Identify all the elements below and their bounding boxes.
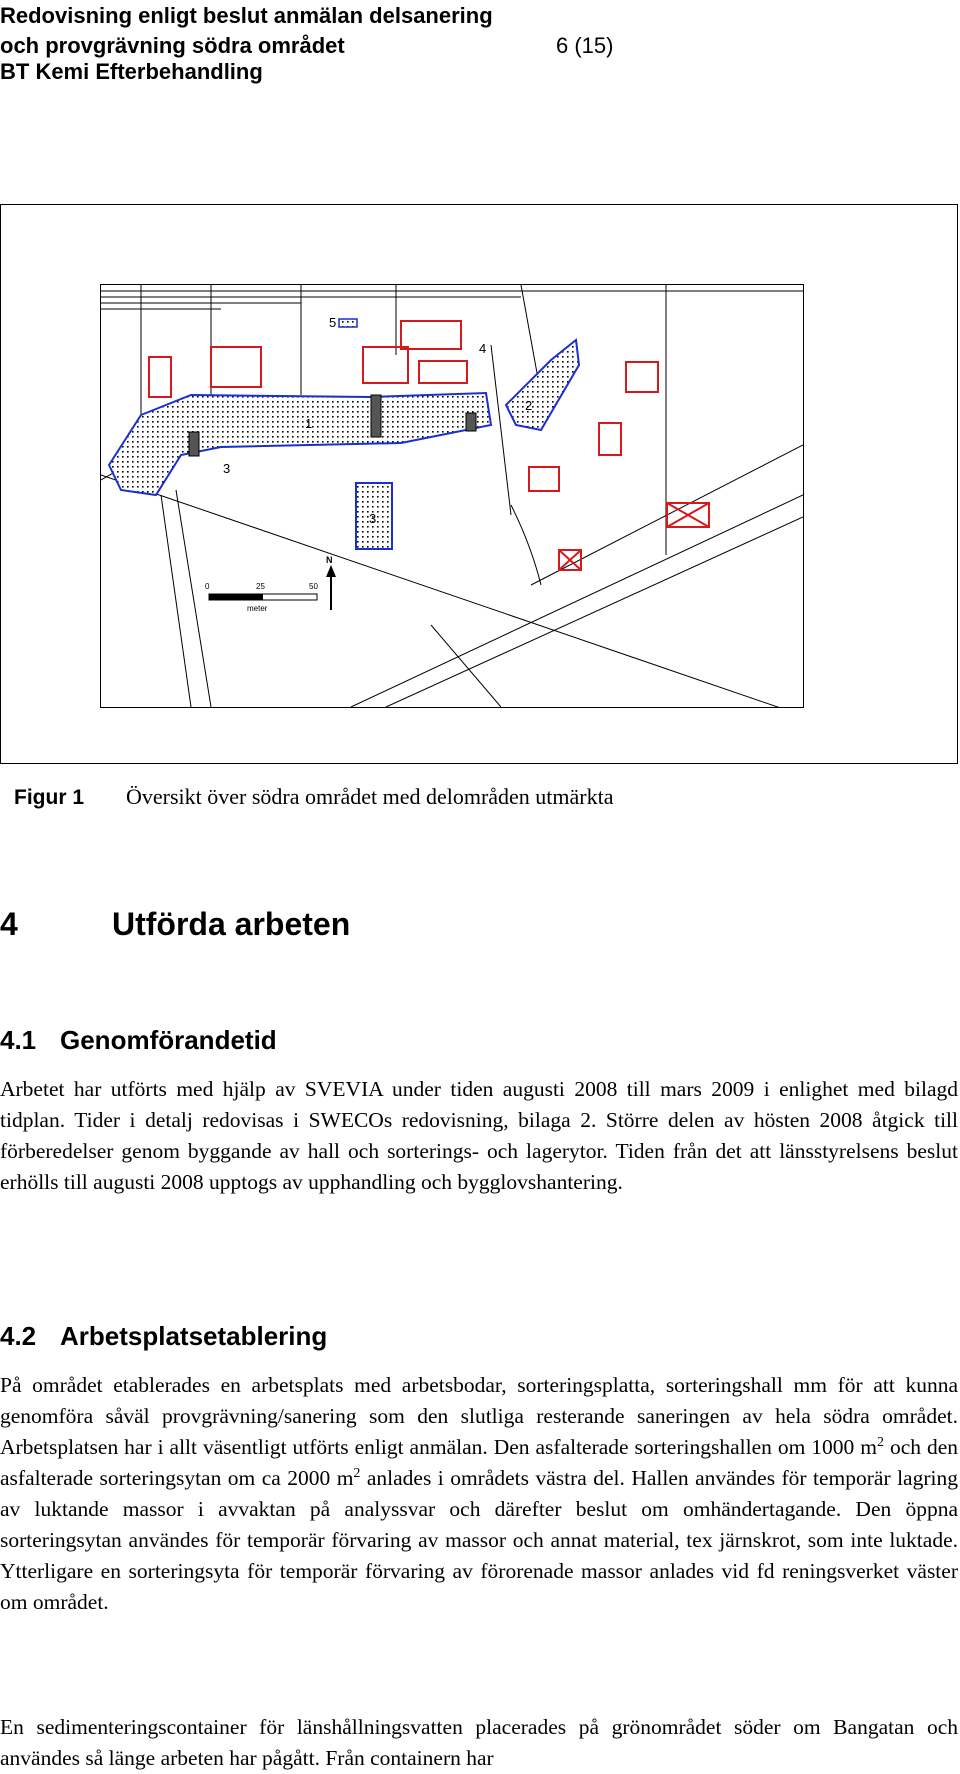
paragraph-4-1: Arbetet har utförts med hjälp av SVEVIA under tiden augusti 2008 till mars 2009 i enlighet med bilagd tidplan. Tider i detalj redovisas i SWECOs redovisning, bilaga 2. Större delen av hösten 2008 åtgick till förberedelser genom byggande av hall och sorterings- och lagerytor. Tiden från det att länsstyrelsens beslut erhölls till augusti 2008 upptogs av upphandling och bygglovshantering.	[0, 1077, 958, 1194]
section-number: 4	[0, 906, 18, 942]
header-title-line2: och provgrävning södra området	[0, 33, 345, 58]
paragraph-4-2-part-b: och den asfalterade sorteringsytan om ca 2000 m	[0, 1435, 958, 1490]
paragraph-4-2-part-a: På området etablerades en arbetsplats med arbetsbodar, sorteringsplatta, sorteringshall mm för att kunna genomföra såväl provgrävning/sanering som den slutliga resterande saneringen av hela södra området. Arbetsplatsen har i allt väsentligt utförts enligt anmälan. Den asfalterade sorteringshallen om 1000 m	[0, 1373, 958, 1459]
superscript-2: 2	[876, 1434, 884, 1450]
header-title-line3: BT Kemi Efterbehandling	[0, 59, 263, 84]
figure-label: Figur 1	[14, 786, 85, 809]
scale-tick-0: 0	[205, 582, 210, 591]
map-label-1: 1	[305, 416, 313, 431]
subsection-number: 4.2	[0, 1321, 37, 1351]
paragraph-4-2-part-c: anlades i områdets västra del. Hallen användes för temporär lagring av luktande massor i avvaktan på analyssvar och därefter beslut om omhändertagande. Den öppna sorteringsytan användes för temporär förvaring av massor och annat material, tex järnskrot, som inte luktade. Ytterligare en sorteringsyta för temporär förvaring av förorenade massor anlades vid fd reningsverket väster om området.	[0, 1466, 958, 1614]
section-title: Utförda arbeten	[112, 906, 351, 942]
map-label-3b: 3	[369, 511, 377, 526]
page-number: 6 (15)	[556, 33, 614, 58]
map-label-3a: 3	[223, 461, 231, 476]
north-label: N	[326, 555, 333, 565]
section-heading	[0, 904, 350, 944]
subsection-heading-4-1	[0, 1024, 277, 1056]
subsection-number: 4.1	[0, 1025, 37, 1055]
subsection-heading-4-2	[0, 1320, 327, 1352]
site-map-drawing	[101, 285, 803, 707]
scale-tick-25: 25	[256, 582, 265, 591]
figure-caption-text: Översikt över södra området med delområden utmärkta	[126, 784, 614, 809]
superscript-2: 2	[353, 1465, 361, 1481]
subsection-title: Arbetsplatsetablering	[60, 1321, 328, 1351]
figure-caption	[14, 783, 614, 812]
map-label-5: 5	[329, 315, 337, 330]
site-map	[100, 284, 804, 708]
scale-tick-50: 50	[309, 582, 318, 591]
subsection-title: Genomförandetid	[60, 1025, 277, 1055]
header-title-line1: Redovisning enligt beslut anmälan delsanering	[0, 3, 493, 28]
map-label-4: 4	[479, 341, 487, 356]
paragraph-4-2	[0, 1370, 958, 1618]
paragraph-4-2-continued: En sedimenteringscontainer för länshållningsvatten placerades på grönområdet söder om Bangatan och användes så länge arbeten har pågått. Från containern har	[0, 1715, 958, 1770]
map-label-2: 2	[525, 398, 533, 413]
scale-unit: meter	[247, 604, 268, 613]
